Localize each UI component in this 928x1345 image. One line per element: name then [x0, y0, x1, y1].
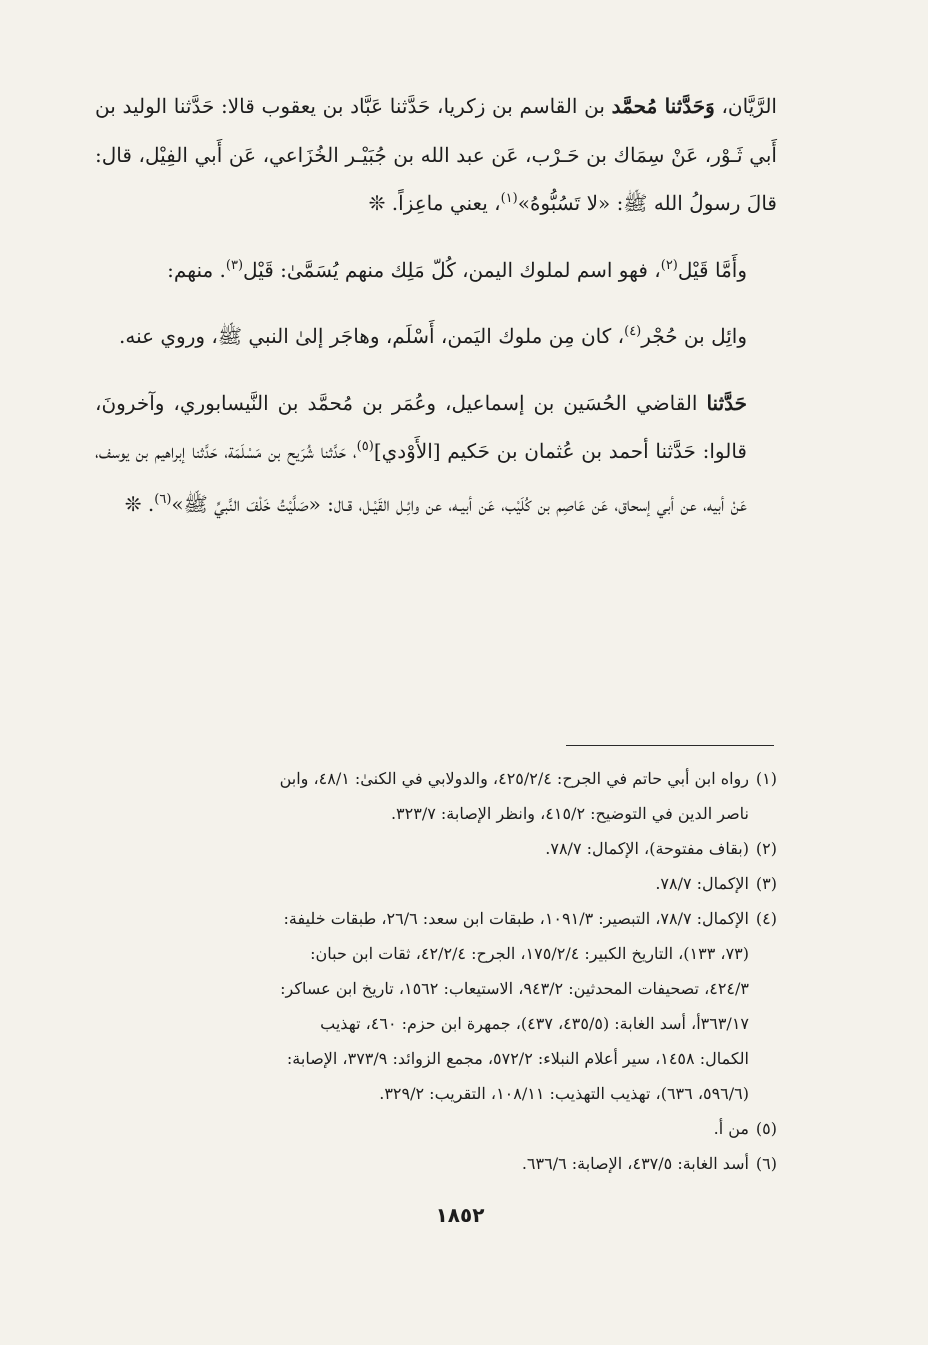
- footnote-6: [95, 1146, 777, 1181]
- footnote-ref-3[interactable]: (٣): [225, 257, 244, 273]
- text-segment: الرَّيَّان،: [714, 94, 777, 118]
- paragraph-hadith-maiz: [95, 82, 777, 232]
- text-segment: . منهم:: [167, 257, 226, 282]
- footnote-text: من أ.: [713, 1119, 749, 1138]
- footnote-number: (٥): [755, 1119, 777, 1138]
- footnote-text: ٣٦٣/١٧أ، أسد الغابة: (٤٣٥/٥، ٤٣٧)، جمهرة ابن حزم: ٤٦٠، تهذيب: [320, 1014, 749, 1033]
- footnote-3: [95, 866, 777, 901]
- footnote-ref-1[interactable]: (١): [500, 191, 518, 206]
- footnotes: [95, 761, 777, 1181]
- footnote-number: (٦): [755, 1154, 777, 1173]
- footnote-text: الكمال: ١٤٥٨، سير أعلام النبلاء: ٥٧٢/٢، مجمع الزوائد: ٣٧٣/٩، الإصابة:: [286, 1049, 749, 1068]
- footnote-2: [95, 831, 777, 866]
- footnote-number: (٢): [755, 839, 777, 858]
- footnote-ref-5[interactable]: (٥): [356, 439, 374, 454]
- footnote-5: [95, 1111, 777, 1146]
- footnote-text: أسد الغابة: ٤٣٧/٥، الإصابة: ٦٣٦/٦.: [521, 1154, 749, 1173]
- main-text: [95, 82, 777, 532]
- paragraph-hadith-wail: [95, 379, 777, 533]
- emphasized-text: وَحَدَّثنا مُحمَّد: [611, 94, 715, 118]
- footnote-text: ٤٢٤/٣، تصحيفات المحدثين: ٩٤٣/٢، الاستيعاب: ١٥٦٢، تاريخ ابن عساكر:: [280, 979, 749, 998]
- footnote-number: (٣): [755, 874, 777, 893]
- footnote-text: (بقاف مفتوحة)، الإكمال: ٧٨/٧.: [545, 839, 749, 858]
- footnote-ref-4[interactable]: (٤): [624, 324, 642, 339]
- footnote-text: رواه ابن أبي حاتم في الجرح: ٤٢٥/٢/٤، والدولابي في الكنىٰ: ٤٨/١، وابن: [279, 769, 749, 788]
- footnote-4-continued: [95, 1041, 777, 1076]
- footnote-4-continued: [95, 936, 777, 971]
- footnote-text: ناصر الدين في التوضيح: ٤١٥/٢، وانظر الإصابة: ٣٢٣/٧.: [390, 804, 749, 823]
- text-segment: ، حَدَّثنا شُرَيح بن مَسْلَمَة، حَدَّثنا إبراهيم بن يوسف، عَنْ أبيه، عن أبي إسحاق، عَن عَاصِم بن كُلَيْب، عَن أبيـه، عن وائِـل القَيْـل، قـال: «صَلَّيْتُ خَلْفَ النَّبيِّ ﷺ»: [95, 439, 747, 516]
- footnote-1-continued: [95, 796, 777, 831]
- text-segment: ، يعني ماعِزاً. ❊: [368, 191, 501, 215]
- footnote-text: (٧٣، ١٣٣)، التاريخ الكبير: ١٧٥/٢/٤، الجرح: ٤٢/٢/٤، ثقات ابن حبان:: [310, 944, 749, 963]
- footnote-4-continued: [95, 1006, 777, 1041]
- footnote-text: الإكمال: ٧٨/٧.: [655, 874, 749, 893]
- paragraph-wail-bin-hujr: [95, 312, 777, 365]
- footnote-ref-2[interactable]: (٢): [660, 257, 678, 273]
- text-segment: وأَمَّا قَيْل: [677, 257, 747, 282]
- footnote-1: [95, 761, 777, 796]
- page-number: ١٨٥٢: [435, 1203, 485, 1227]
- footnote-separator: [566, 745, 774, 746]
- emphasized-text: حَدَّثنا: [706, 390, 747, 415]
- footnote-4-continued: [95, 971, 777, 1006]
- footnote-4-continued: [95, 1076, 777, 1111]
- paragraph-qayl: [95, 246, 777, 299]
- footnote-number: (٤): [755, 909, 777, 928]
- text-segment: القاضي الحُسَين بن إسماعيل، وعُمَر بن مُحمَّد بن النَّيسابوري، وآخرونَ، قالوا: حَدَّثنا أحمد بن عُثمان بن حَكيم [الأَوْدي]: [95, 390, 747, 463]
- footnote-ref-6[interactable]: (٦): [154, 491, 172, 507]
- text-segment: وائِل بن حُجْر: [641, 324, 747, 348]
- text-segment: . ❊: [124, 491, 155, 516]
- text-segment: بن القاسم بن زكريا، حَدَّثنا عَبَّاد بن يعقوب قالا: حَدَّثنا الوليد بن أَبي ثَـوْر، عَنْ سِمَاك بن حَـرْب، عَن عبد الله بن جُبَيْـر الخُزَاعي، عَن أَبي الفِيْل، قال: قالَ رسولُ الله ﷺ: «لا تَسُبُّوهُ»: [95, 94, 777, 215]
- footnote-4: [95, 901, 777, 936]
- text-segment: ، فهو اسم لملوك اليمن، كُلّ مَلِك منهم يُسَمَّىٰ: قَيْل: [243, 257, 661, 282]
- footnote-text: الإكمال: ٧٨/٧، التبصير: ١٠٩١/٣، طبقات ابن سعد: ٢٦/٦، طبقات خليفة:: [283, 909, 749, 928]
- footnote-number: (١): [755, 769, 777, 788]
- footnote-text: (٥٩٦/٦، ٦٣٦)، تهذيب التهذيب: ١٠٨/١١، التقريب: ٣٢٩/٢.: [379, 1084, 749, 1103]
- text-segment: ، كان مِن ملوك اليَمن، أَسْلَم، وهاجَر إلىٰ النبي ﷺ، وروي عنه.: [119, 324, 625, 348]
